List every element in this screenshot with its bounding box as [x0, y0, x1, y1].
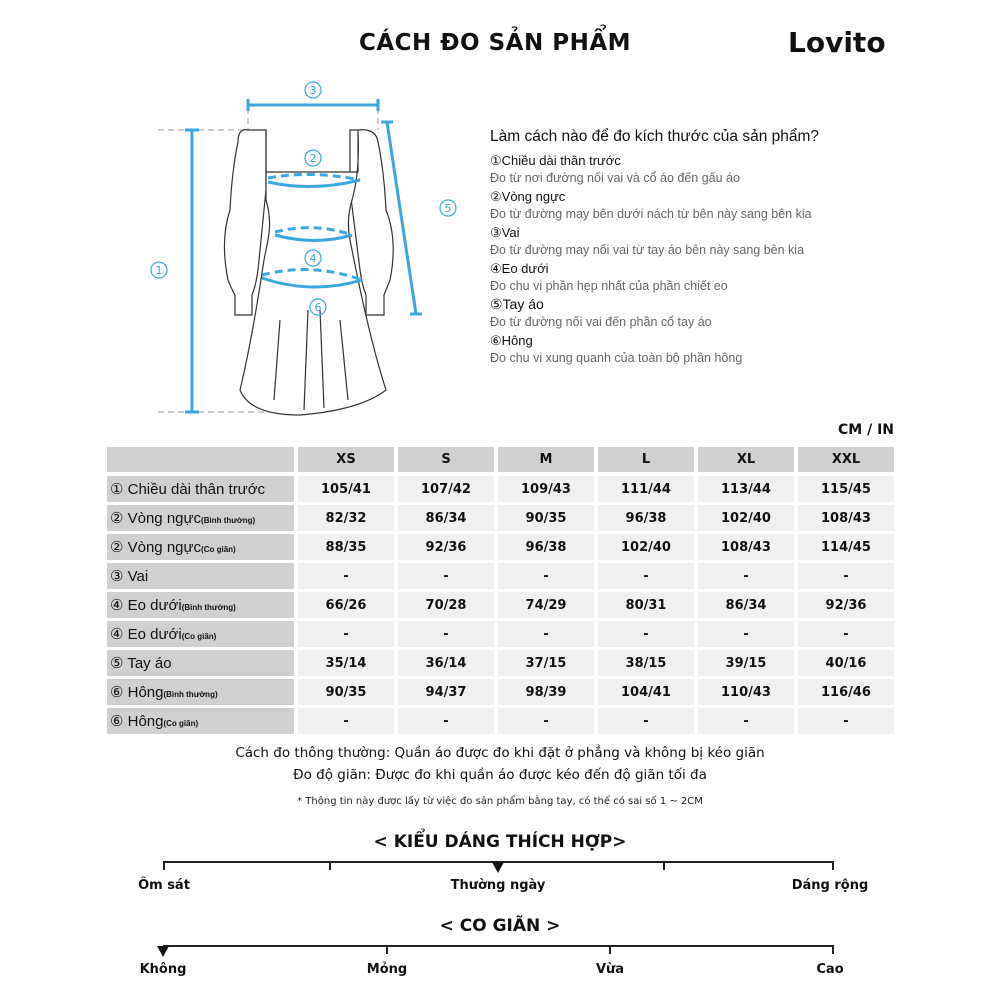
instruction-title: ③Vai — [490, 225, 520, 240]
size-value-cell: - — [798, 621, 894, 647]
size-value-cell: 114/45 — [798, 534, 894, 560]
instruction-title: ⑥Hông — [490, 333, 533, 348]
stretch-label-high: Cao — [816, 962, 844, 977]
table-row — [107, 505, 895, 531]
size-value-cell: 111/44 — [598, 476, 694, 502]
row-label-text: ① Chiều dài thân trước — [110, 481, 266, 498]
size-value-cell: 115/45 — [798, 476, 894, 502]
size-value-cell: 66/26 — [298, 592, 394, 618]
size-value-cell: 96/38 — [598, 505, 694, 531]
header-empty-cell — [107, 447, 294, 472]
note-stretch: Đo độ giãn: Được đo khi quần áo được kéo đến độ giãn tối đa — [293, 767, 707, 783]
size-value-cell: 74/29 — [498, 592, 594, 618]
table-header-row — [107, 447, 895, 472]
size-value-cell: 102/40 — [698, 505, 794, 531]
instruction-title: ①Chiều dài thân trước — [490, 153, 621, 168]
instruction-item — [490, 152, 890, 188]
stretch-label-none: Không — [139, 962, 187, 977]
size-value-cell: 37/15 — [498, 650, 594, 676]
size-value-cell: 92/36 — [398, 534, 494, 560]
size-value-cell: 108/43 — [798, 505, 894, 531]
row-label-text: ⑥ Hông — [110, 684, 164, 701]
size-value-cell: - — [498, 563, 594, 589]
column-header: S — [398, 447, 494, 472]
fit-scale-tick — [163, 861, 165, 870]
row-label-text: ③ Vai — [110, 568, 149, 585]
stretch-scale-title: < CO GIÃN > — [439, 916, 561, 936]
size-value-cell: - — [698, 708, 794, 734]
brand-logo: Lovito — [788, 26, 886, 59]
size-value-cell: - — [798, 563, 894, 589]
size-value-cell: 102/40 — [598, 534, 694, 560]
row-label-qualifier: (Bình thường) — [201, 515, 256, 525]
row-label-text: ② Vòng ngực — [110, 539, 202, 556]
table-row — [107, 534, 895, 560]
measurement-notes — [0, 742, 1000, 786]
row-label — [107, 505, 294, 531]
row-label — [107, 621, 294, 647]
row-label-qualifier: (Bình thường) — [163, 689, 218, 699]
table-row — [107, 621, 895, 647]
size-value-cell: 40/16 — [798, 650, 894, 676]
measurement-instructions — [490, 128, 890, 368]
stretch-scale-line — [163, 945, 834, 947]
page-title: CÁCH ĐO SẢN PHẨM — [358, 30, 632, 56]
size-value-cell: 82/32 — [298, 505, 394, 531]
instruction-item — [490, 332, 890, 368]
table-row — [107, 679, 895, 705]
fit-scale-tick — [832, 861, 834, 870]
stretch-scale-tick — [609, 945, 611, 954]
instruction-item — [490, 188, 890, 224]
instruction-title: ②Vòng ngực — [490, 189, 566, 204]
table-row — [107, 476, 895, 502]
instruction-item — [490, 224, 890, 260]
size-value-cell: 113/44 — [698, 476, 794, 502]
size-value-cell: - — [798, 708, 894, 734]
size-value-cell: 35/14 — [298, 650, 394, 676]
instruction-title: ④Eo dưới — [490, 261, 549, 276]
row-label — [107, 650, 294, 676]
instructions-heading: Làm cách nào để đo kích thước của sản phẩm? — [490, 128, 820, 145]
size-value-cell: 90/35 — [298, 679, 394, 705]
fit-label-loose: Dáng rộng — [791, 878, 869, 893]
row-label-qualifier: (Bình thường) — [181, 602, 236, 612]
size-value-cell: - — [698, 563, 794, 589]
column-header: L — [598, 447, 694, 472]
size-value-cell: - — [598, 708, 694, 734]
fit-scale-tick — [663, 861, 665, 870]
table-row — [107, 708, 895, 734]
column-header: XS — [298, 447, 394, 472]
row-label — [107, 679, 294, 705]
table-row — [107, 592, 895, 618]
column-header: M — [498, 447, 594, 472]
size-value-cell: 86/34 — [698, 592, 794, 618]
row-label-qualifier: (Co giãn) — [163, 718, 199, 728]
column-header: XXL — [798, 447, 894, 472]
size-value-cell: 38/15 — [598, 650, 694, 676]
row-label — [107, 534, 294, 560]
size-value-cell: - — [298, 563, 394, 589]
size-value-cell: 109/43 — [498, 476, 594, 502]
size-value-cell: - — [398, 708, 494, 734]
unit-label: CM / IN — [838, 422, 894, 438]
stretch-scale-tick — [832, 945, 834, 954]
svg-text:6: 6 — [314, 301, 322, 314]
size-value-cell: - — [398, 621, 494, 647]
svg-text:2: 2 — [309, 152, 317, 165]
size-value-cell: - — [598, 621, 694, 647]
fit-scale-tick — [329, 861, 331, 870]
instruction-item — [490, 260, 890, 296]
fit-label-tight: Ôm sát — [138, 878, 190, 893]
instruction-desc: Đo từ đường nối vai đến phần cổ tay áo — [490, 315, 712, 329]
row-label — [107, 708, 294, 734]
fit-scale-title: < KIỂU DÁNG THÍCH HỢP> — [373, 832, 627, 852]
svg-text:3: 3 — [309, 84, 317, 97]
instruction-desc: Đo từ đường may nối vai từ tay áo bên này sang bên kia — [490, 243, 805, 257]
size-value-cell: - — [298, 621, 394, 647]
size-value-cell: - — [698, 621, 794, 647]
size-value-cell: 39/15 — [698, 650, 794, 676]
size-value-cell: - — [598, 563, 694, 589]
instruction-item — [490, 296, 890, 332]
svg-text:1: 1 — [155, 264, 163, 277]
stretch-label-medium: Vừa — [595, 962, 625, 977]
size-value-cell: 88/35 — [298, 534, 394, 560]
row-label — [107, 476, 294, 502]
row-label-text: ⑥ Hông — [110, 713, 164, 730]
footnote: * Thông tin này được lấy từ việc đo sản phẩm bằng tay, có thể có sai số 1 ~ 2CM — [297, 796, 703, 807]
svg-text:5: 5 — [444, 202, 452, 215]
size-value-cell: 104/41 — [598, 679, 694, 705]
size-value-cell: 110/43 — [698, 679, 794, 705]
row-label-text: ⑤ Tay áo — [110, 655, 172, 672]
size-value-cell: - — [498, 621, 594, 647]
size-value-cell: 94/37 — [398, 679, 494, 705]
row-label-text: ④ Eo dưới — [110, 626, 182, 643]
size-value-cell: 36/14 — [398, 650, 494, 676]
instruction-desc: Đo chu vi phần hẹp nhất của phần chiết eo — [490, 279, 728, 293]
dress-measurement-diagram — [140, 70, 480, 420]
fit-scale-marker-icon — [492, 862, 504, 873]
size-value-cell: 107/42 — [398, 476, 494, 502]
table-row — [107, 563, 895, 589]
fit-label-regular: Thường ngày — [450, 878, 546, 893]
size-value-cell: - — [298, 708, 394, 734]
table-row — [107, 650, 895, 676]
row-label-qualifier: (Co giãn) — [181, 631, 217, 641]
size-value-cell: 98/39 — [498, 679, 594, 705]
instruction-title: ⑤Tay áo — [490, 296, 544, 312]
size-value-cell: 80/31 — [598, 592, 694, 618]
instruction-desc: Đo từ nơi đường nối vai và cổ áo đến gấu áo — [490, 171, 740, 185]
row-label-text: ② Vòng ngực — [110, 510, 202, 527]
row-label — [107, 563, 294, 589]
stretch-label-slight: Mỏng — [366, 962, 408, 977]
stretch-scale-marker-icon — [157, 946, 169, 957]
row-label-text: ④ Eo dưới — [110, 597, 182, 614]
column-header: XL — [698, 447, 794, 472]
instruction-desc: Đo từ đường may bên dưới nách từ bên này sang bên kia — [490, 207, 812, 221]
size-value-cell: 86/34 — [398, 505, 494, 531]
note-normal: Cách đo thông thường: Quần áo được đo khi đặt ở phẳng và không bị kéo giãn — [235, 745, 765, 761]
svg-text:4: 4 — [309, 252, 317, 265]
size-value-cell: 70/28 — [398, 592, 494, 618]
size-value-cell: 108/43 — [698, 534, 794, 560]
instruction-desc: Đo chu vi xung quanh của toàn bộ phần hông — [490, 351, 743, 365]
stretch-scale-tick — [386, 945, 388, 954]
size-value-cell: - — [398, 563, 494, 589]
row-label — [107, 592, 294, 618]
size-value-cell: 90/35 — [498, 505, 594, 531]
row-label-qualifier: (Co giãn) — [201, 544, 236, 554]
size-value-cell: 105/41 — [298, 476, 394, 502]
size-value-cell: 92/36 — [798, 592, 894, 618]
size-value-cell: - — [498, 708, 594, 734]
size-value-cell: 96/38 — [498, 534, 594, 560]
size-value-cell: 116/46 — [798, 679, 894, 705]
size-table — [107, 447, 895, 737]
